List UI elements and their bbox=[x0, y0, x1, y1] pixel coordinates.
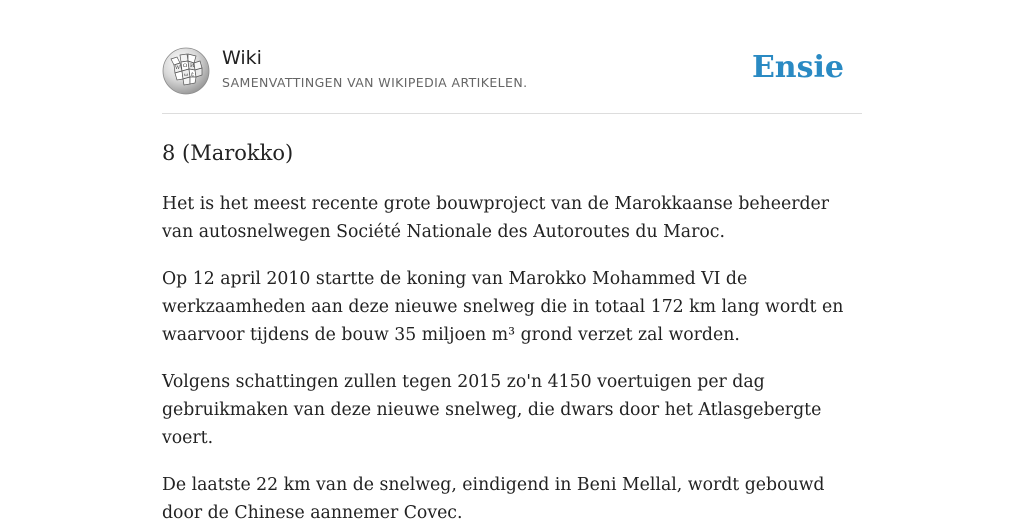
article-title: 8 (Marokko) bbox=[162, 141, 294, 165]
svg-text:W: W bbox=[175, 65, 181, 71]
wikipedia-globe-icon[interactable] bbox=[162, 47, 210, 95]
article-paragraph: Op 12 april 2010 startte de koning van Marokko Mohammed VI de werkzaamheden aan deze nieuwe snelweg die in totaal 172 km lang wordt en waarvoor tijdens de bouw 35 miljoen m³ grond verzet zal worden. bbox=[162, 269, 844, 345]
article bbox=[162, 136, 862, 527]
site-header bbox=[162, 44, 862, 114]
article-paragraph: De laatste 22 km van de snelweg, eindigend in Beni Mellal, wordt gebouwd door de Chinese aannemer Covec. bbox=[162, 475, 825, 523]
svg-text:Ω: Ω bbox=[183, 63, 188, 69]
header-divider bbox=[162, 113, 862, 114]
brand-logo-link[interactable]: Ensie bbox=[751, 50, 844, 85]
site-title[interactable]: Wiki bbox=[222, 47, 262, 69]
svg-text:ع: ع bbox=[191, 71, 194, 77]
svg-text:И: И bbox=[190, 63, 195, 69]
svg-text:ω: ω bbox=[184, 72, 189, 78]
article-intro: Het is het meest recente grote bouwproject van de Marokkaanse beheerder van autosnelwegen Société Nationale des Autoroutes du Maroc. bbox=[162, 194, 830, 242]
article-paragraph: Volgens schattingen zullen tegen 2015 zo'n 4150 voertuigen per dag gebruikmaken van deze nieuwe snelweg, die dwars door het Atlasgebergte voert. bbox=[162, 372, 822, 448]
site-subtitle: SAMENVATTINGEN VAN WIKIPEDIA ARTIKELEN. bbox=[222, 75, 528, 90]
